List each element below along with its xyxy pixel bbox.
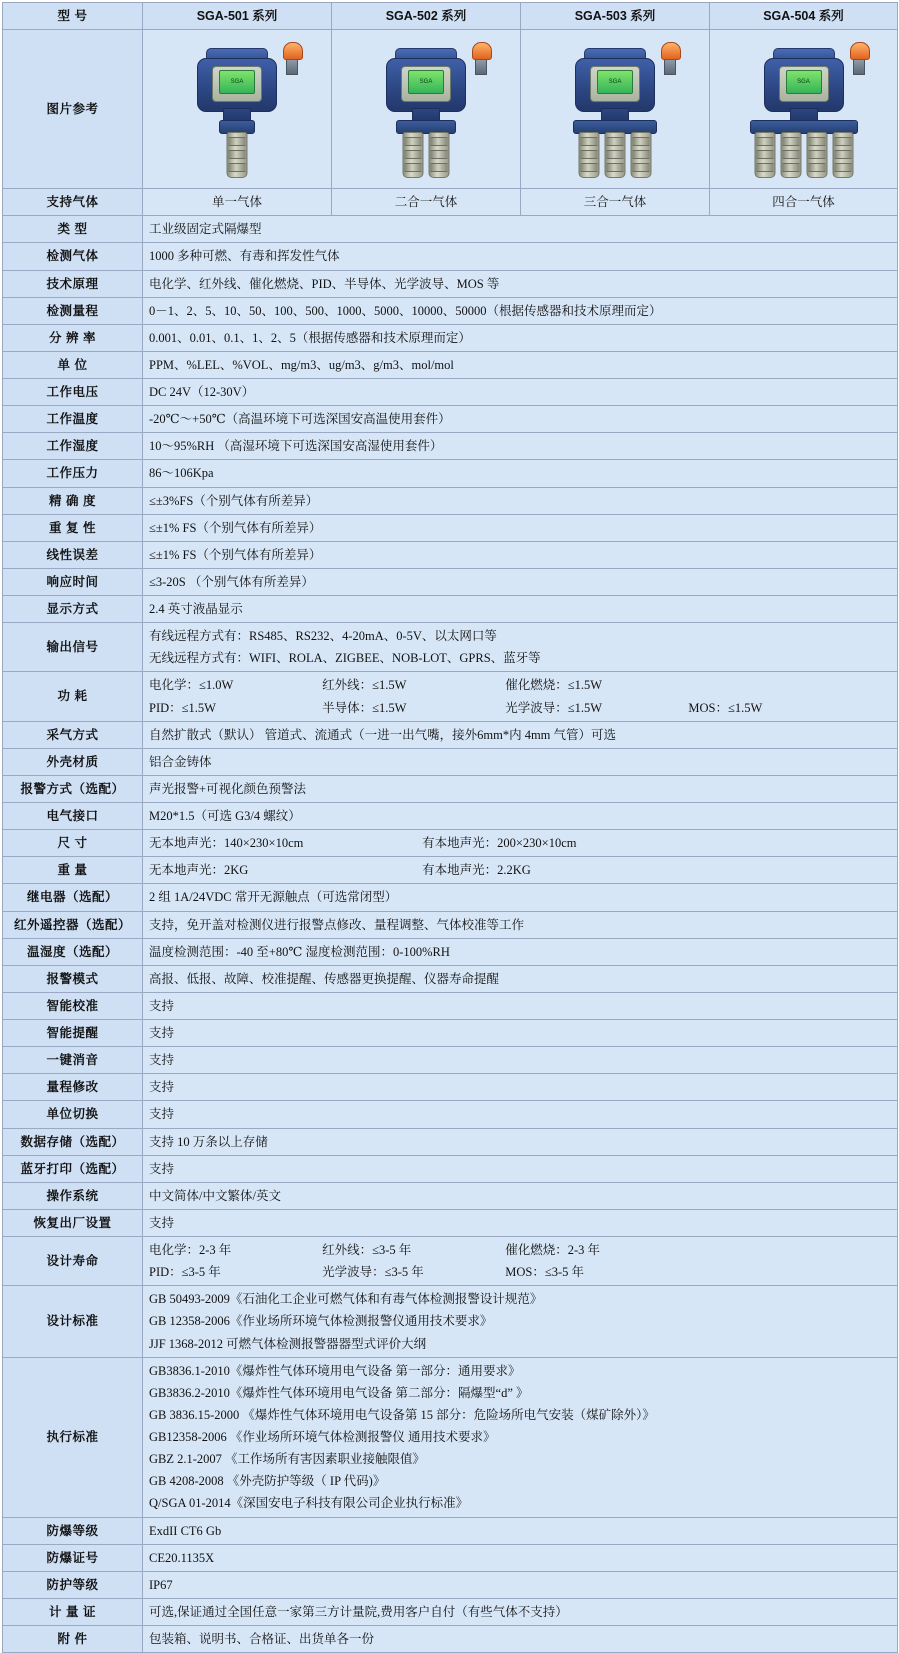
product-image-501	[143, 30, 332, 189]
alarm-lamp-icon	[850, 42, 868, 72]
row-label: 防护等级	[3, 1571, 143, 1598]
design-standard-item: GB 12358-2006《作业场所环境气体检测报警仪通用技术要求》	[149, 1314, 493, 1329]
sensor-probe	[579, 132, 600, 178]
lifespan-infrared: 红外线：≤3-5 年	[322, 1243, 412, 1257]
row-label: 重 复 性	[3, 514, 143, 541]
design-standard-item: GB 50493-2009《石油化工企业可燃气体和有毒气体检测报警设计规范》	[149, 1292, 543, 1307]
row-label: 智能校准	[3, 992, 143, 1019]
row-label: 工作湿度	[3, 433, 143, 460]
row-value: 中文简体/中文繁体/英文	[143, 1182, 898, 1209]
row-label: 操作系统	[3, 1182, 143, 1209]
table-row-size	[3, 830, 898, 857]
table-row-weight	[3, 857, 898, 884]
row-label-model: 型 号	[3, 3, 143, 30]
table-row	[3, 1544, 898, 1571]
row-value: ≤±1% FS（个别气体有所差异）	[143, 541, 898, 568]
row-value-output-signal	[143, 623, 898, 672]
row-value: 2 组 1A/24VDC 常开无源触点（可选常闭型）	[143, 884, 898, 911]
table-row	[3, 1128, 898, 1155]
weight-without-alarm: 无本地声光：2KG	[149, 863, 249, 878]
row-label: 检测量程	[3, 297, 143, 324]
row-value: 支持	[143, 992, 898, 1019]
row-value: 2.4 英寸液晶显示	[143, 596, 898, 623]
row-label: 附 件	[3, 1626, 143, 1653]
table-row	[3, 1517, 898, 1544]
row-value-size	[143, 830, 898, 857]
row-value: -20℃～+50℃（高温环境下可选深国安高温使用套件）	[143, 406, 898, 433]
row-label: 外壳材质	[3, 748, 143, 775]
power-mos: MOS：≤1.5W	[688, 700, 763, 715]
row-label: 单 位	[3, 351, 143, 378]
row-label: 精 确 度	[3, 487, 143, 514]
table-row	[3, 1155, 898, 1182]
row-value: 自然扩散式（默认） 管道式、流通式（一进一出气嘴，接外6mm*内 4mm 气管）可选	[143, 721, 898, 748]
row-value: DC 24V（12-30V）	[143, 379, 898, 406]
table-row	[3, 992, 898, 1019]
row-label: 响应时间	[3, 568, 143, 595]
table-row	[3, 1571, 898, 1598]
row-label: 智能提醒	[3, 1020, 143, 1047]
table-row	[3, 1626, 898, 1653]
product-image-502	[332, 30, 521, 189]
table-row	[3, 1182, 898, 1209]
lifespan-electrochemical: 电化学：2-3 年	[149, 1243, 232, 1257]
sensor-group	[227, 132, 248, 178]
row-label: 蓝牙打印（选配）	[3, 1155, 143, 1182]
table-row-lifespan	[3, 1237, 898, 1286]
table-row	[3, 938, 898, 965]
execution-standard-item: GB 4208-2008 《外壳防护等级（ IP 代码)》	[149, 1474, 386, 1489]
lifespan-mos: MOS：≤3-5 年	[505, 1265, 584, 1280]
row-label-output-signal: 输出信号	[3, 623, 143, 672]
row-value: ≤±1% FS（个别气体有所差异）	[143, 514, 898, 541]
row-label: 显示方式	[3, 596, 143, 623]
output-wired: 有线远程方式有：RS485、RS232、4-20mA、0-5V、以太网口等	[149, 629, 497, 644]
table-row	[3, 884, 898, 911]
row-label: 采气方式	[3, 721, 143, 748]
gas-detector-illustration-2	[346, 36, 506, 182]
row-label-execution-standard: 执行标准	[3, 1357, 143, 1517]
power-infrared: 红外线：≤1.5W	[322, 678, 407, 693]
alarm-lamp-icon	[472, 42, 490, 72]
row-value-design-standard	[143, 1286, 898, 1357]
row-label: 一键消音	[3, 1047, 143, 1074]
row-label: 检测气体	[3, 243, 143, 270]
sensor-probe	[780, 132, 801, 178]
table-row	[3, 568, 898, 595]
spec-sheet	[0, 2, 899, 1653]
row-value-execution-standard	[143, 1357, 898, 1517]
row-label: 防爆证号	[3, 1544, 143, 1571]
row-label: 报警模式	[3, 965, 143, 992]
table-row	[3, 1020, 898, 1047]
row-value: 支持 10 万条以上存储	[143, 1128, 898, 1155]
row-value-power	[143, 672, 898, 721]
row-value: 高报、低报、故障、校准提醒、传感器更换提醒、仪器寿命提醒	[143, 965, 898, 992]
row-value: 86～106Kpa	[143, 460, 898, 487]
gas-support-503: 三合一气体	[521, 189, 710, 216]
model-header-503: SGA-503 系列	[521, 3, 710, 30]
alarm-lamp-icon	[661, 42, 679, 72]
sensor-probe	[631, 132, 652, 178]
row-value: 电化学、红外线、催化燃烧、PID、半导体、光学波导、MOS 等	[143, 270, 898, 297]
row-label: 温湿度（选配）	[3, 938, 143, 965]
model-header-501: SGA-501 系列	[143, 3, 332, 30]
row-value: 支持	[143, 1074, 898, 1101]
table-row	[3, 351, 898, 378]
table-row	[3, 270, 898, 297]
product-image-504	[710, 30, 898, 189]
table-row	[3, 1101, 898, 1128]
power-semiconductor: 半导体：≤1.5W	[322, 700, 407, 715]
row-value: IP67	[143, 1571, 898, 1598]
gas-detector-illustration-3	[535, 36, 695, 182]
row-label: 计 量 证	[3, 1598, 143, 1625]
sensor-probe	[806, 132, 827, 178]
power-optical: 光学波导：≤1.5W	[505, 700, 603, 715]
row-value: 支持	[143, 1101, 898, 1128]
table-row	[3, 433, 898, 460]
execution-standard-item: Q/SGA 01-2014《深国安电子科技有限公司企业执行标准》	[149, 1496, 469, 1511]
output-wireless: 无线远程方式有：WIFI、ROLA、ZIGBEE、NOB-LOT、GPRS、蓝牙等	[149, 651, 541, 666]
row-label-image: 图片参考	[3, 30, 143, 189]
sensor-group	[579, 132, 652, 178]
row-label: 线性误差	[3, 541, 143, 568]
row-value-weight	[143, 857, 898, 884]
table-row	[3, 803, 898, 830]
power-line-1	[149, 676, 891, 694]
row-label-weight: 重 量	[3, 857, 143, 884]
table-row-execution-standard	[3, 1357, 898, 1517]
lifespan-line-2	[149, 1263, 891, 1281]
row-label-size: 尺 寸	[3, 830, 143, 857]
detector-screen: SGA	[597, 70, 633, 94]
execution-standard-item: GBZ 2.1-2007 《工作场所有害因素职业接触限值》	[149, 1452, 426, 1467]
table-row	[3, 514, 898, 541]
sensor-probe	[227, 132, 248, 178]
row-label: 工作电压	[3, 379, 143, 406]
sensor-probe	[754, 132, 775, 178]
weight-with-alarm: 有本地声光：2.2KG	[422, 863, 531, 878]
row-value: CE20.1135X	[143, 1544, 898, 1571]
sensor-probe	[605, 132, 626, 178]
row-label: 工作压力	[3, 460, 143, 487]
execution-standard-item: GB 3836.15-2000 《爆炸性气体环境用电气设备第 15 部分：危险场所电气安装（煤矿除外）》	[149, 1407, 655, 1422]
execution-standard-item: GB3836.2-2010《爆炸性气体环境用电气设备 第二部分：隔爆型“d” 》	[149, 1385, 529, 1400]
sensor-probe	[429, 132, 450, 178]
row-label-design-standard: 设计标准	[3, 1286, 143, 1357]
sensor-group	[754, 132, 853, 178]
row-value: ExdII CT6 Gb	[143, 1517, 898, 1544]
gas-support-501: 单一气体	[143, 189, 332, 216]
gas-detector-illustration-4	[724, 36, 884, 182]
table-row	[3, 1209, 898, 1236]
execution-standard-item: GB3836.1-2010《爆炸性气体环境用电气设备 第一部分：通用要求》	[149, 1363, 521, 1378]
row-value: 支持	[143, 1020, 898, 1047]
table-row	[3, 487, 898, 514]
model-header-504: SGA-504 系列	[710, 3, 898, 30]
table-row	[3, 460, 898, 487]
lifespan-line-1	[149, 1241, 891, 1259]
table-row	[3, 1598, 898, 1625]
power-catalytic: 催化燃烧：≤1.5W	[505, 678, 603, 693]
row-value-lifespan	[143, 1237, 898, 1286]
lifespan-pid: PID：≤3-5 年	[149, 1265, 221, 1280]
alarm-lamp-icon	[283, 42, 301, 72]
table-row	[3, 216, 898, 243]
table-row	[3, 324, 898, 351]
table-row	[3, 1047, 898, 1074]
row-value: M20*1.5（可选 G3/4 螺纹）	[143, 803, 898, 830]
table-row-output-signal	[3, 623, 898, 672]
row-value: 支持	[143, 1047, 898, 1074]
sensor-probe	[403, 132, 424, 178]
table-row-images	[3, 30, 898, 189]
table-row-power	[3, 672, 898, 721]
table-row	[3, 1074, 898, 1101]
table-row	[3, 775, 898, 802]
power-line-2	[149, 699, 891, 717]
execution-standard-item: GB12358-2006 《作业场所环境气体检测报警仪 通用技术要求》	[149, 1430, 496, 1444]
size-without-alarm: 无本地声光：140×230×10cm	[149, 836, 304, 851]
row-label: 报警方式（选配）	[3, 775, 143, 802]
row-value: 铝合金铸体	[143, 748, 898, 775]
row-value: 1000 多种可燃、有毒和挥发性气体	[143, 243, 898, 270]
table-row	[3, 748, 898, 775]
row-label: 工作温度	[3, 406, 143, 433]
row-label: 分 辨 率	[3, 324, 143, 351]
row-value: 0.001、0.01、0.1、1、2、5（根据传感器和技术原理而定）	[143, 324, 898, 351]
row-label: 类 型	[3, 216, 143, 243]
table-row	[3, 911, 898, 938]
table-row	[3, 721, 898, 748]
table-row-model	[3, 3, 898, 30]
gas-support-504: 四合一气体	[710, 189, 898, 216]
row-label: 恢复出厂设置	[3, 1209, 143, 1236]
table-row	[3, 541, 898, 568]
detector-screen: SGA	[408, 70, 444, 94]
table-row	[3, 297, 898, 324]
model-header-502: SGA-502 系列	[332, 3, 521, 30]
row-value: 声光报警+可视化颜色预警法	[143, 775, 898, 802]
detector-screen: SGA	[786, 70, 822, 94]
row-value: ≤±3%FS（个别气体有所差异）	[143, 487, 898, 514]
row-label: 数据存储（选配）	[3, 1128, 143, 1155]
row-value: 支持	[143, 1155, 898, 1182]
row-value: 支持，免开盖对检测仪进行报警点修改、量程调整、气体校准等工作	[143, 911, 898, 938]
table-row	[3, 965, 898, 992]
table-row	[3, 379, 898, 406]
gas-support-502: 二合一气体	[332, 189, 521, 216]
lifespan-optical: 光学波导：≤3-5 年	[322, 1265, 424, 1280]
row-label-power: 功 耗	[3, 672, 143, 721]
table-row	[3, 406, 898, 433]
row-label: 单位切换	[3, 1101, 143, 1128]
design-standard-item: JJF 1368-2012 可燃气体检测报警器器型式评价大纲	[149, 1336, 427, 1351]
row-value: PPM、%LEL、%VOL、mg/m3、ug/m3、g/m3、mol/mol	[143, 351, 898, 378]
product-image-503	[521, 30, 710, 189]
row-label: 电气接口	[3, 803, 143, 830]
row-label: 红外遥控器（选配）	[3, 911, 143, 938]
row-label: 技术原理	[3, 270, 143, 297]
row-value: 可选,保证通过全国任意一家第三方计量院,费用客户自付（有些气体不支持）	[143, 1598, 898, 1625]
table-row-gas-support	[3, 189, 898, 216]
table-row	[3, 596, 898, 623]
row-value: 温度检测范围：-40 至+80℃ 湿度检测范围：0-100%RH	[143, 938, 898, 965]
row-value: 0－1、2、5、10、50、100、500、1000、5000、10000、50000（根据传感器和技术原理而定）	[143, 297, 898, 324]
table-row-design-standard	[3, 1286, 898, 1357]
row-label: 量程修改	[3, 1074, 143, 1101]
row-value: 10～95%RH （高湿环境下可选深国安高湿使用套件）	[143, 433, 898, 460]
size-with-alarm: 有本地声光：200×230×10cm	[422, 836, 577, 851]
row-value: 包装箱、说明书、合格证、出货单各一份	[143, 1626, 898, 1653]
row-value: 工业级固定式隔爆型	[143, 216, 898, 243]
gas-detector-illustration-1	[157, 36, 317, 182]
row-value: 支持	[143, 1209, 898, 1236]
row-label: 继电器（选配）	[3, 884, 143, 911]
detector-screen: SGA	[219, 70, 255, 94]
table-row	[3, 243, 898, 270]
specification-table	[2, 2, 898, 1653]
sensor-group	[403, 132, 450, 178]
row-label-lifespan: 设计寿命	[3, 1237, 143, 1286]
sensor-probe	[832, 132, 853, 178]
row-label: 防爆等级	[3, 1517, 143, 1544]
row-label-gas-support: 支持气体	[3, 189, 143, 216]
power-electrochemical: 电化学：≤1.0W	[149, 678, 234, 693]
row-value: ≤3-20S （个别气体有所差异）	[143, 568, 898, 595]
lifespan-catalytic: 催化燃烧：2-3 年	[505, 1243, 601, 1257]
power-pid: PID：≤1.5W	[149, 700, 216, 715]
